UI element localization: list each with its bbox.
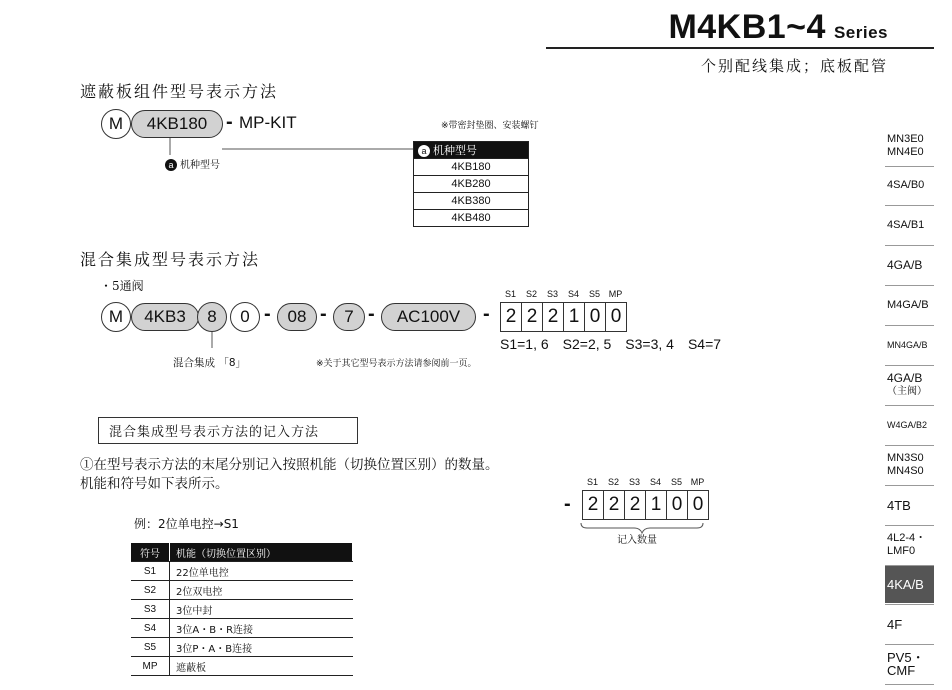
- digit-boxes: [500, 302, 627, 332]
- digit: 2: [625, 491, 646, 519]
- model-row: 4KB480: [414, 210, 529, 227]
- sidebar-item-4sab1[interactable]: 4SA/B1: [887, 218, 925, 231]
- code-kit: MP-KIT: [239, 113, 297, 132]
- code-dash: -: [320, 303, 327, 325]
- digit: 2: [522, 303, 543, 331]
- digit-boxes: [582, 490, 709, 520]
- s-mapping: S1=1, 6 S2=2, 5 S3=3, 4 S4=7: [500, 336, 722, 352]
- section1-note: ※带密封垫圈、安装螺钉: [441, 121, 539, 131]
- sidebar-item-mn3s0[interactable]: MN3S0 MN4S0: [887, 452, 924, 477]
- label-a: a 机种型号: [165, 156, 220, 171]
- sidebar-item-mn3e0[interactable]: MN3E0 MN4E0: [887, 133, 924, 158]
- section2-note: ※关于其它型号表示方法请参阅前一页。: [316, 359, 477, 369]
- section2-title: 混合集成型号表示方法: [80, 250, 261, 269]
- series-label: Series: [833, 23, 888, 42]
- sidebar-item-w4gab2[interactable]: W4GA/B2: [887, 419, 928, 430]
- code-dash: -: [264, 303, 271, 325]
- table-row: S4 3位A・B・R连接: [131, 619, 353, 638]
- s-labels: S1 S2 S3 S4 S5 MP: [586, 477, 705, 487]
- table-header-cell: 机能（切换位置区别）: [170, 543, 353, 562]
- example-label: 例：2位单电控→S1: [134, 517, 239, 531]
- table-row: S1 22位单电控: [131, 562, 353, 581]
- code-model: 4KB180: [131, 110, 223, 138]
- sidebar-item-pv5[interactable]: PV5・ CMF: [887, 650, 925, 678]
- table-row: S2 2位双电控: [131, 581, 353, 600]
- table-row: S3 3位中封: [131, 600, 353, 619]
- sidebar-item-4sab0[interactable]: 4SA/B0: [887, 178, 925, 191]
- code-m: M: [101, 302, 131, 332]
- code-voltage: AC100V: [381, 303, 476, 331]
- badge-a: a: [165, 159, 177, 171]
- s-labels: S1 S2 S3 S4 S5 MP: [504, 289, 623, 299]
- code-port: 08: [277, 303, 317, 331]
- sidebar-item-4f[interactable]: 4F: [887, 616, 903, 632]
- sidebar-item-4l2[interactable]: 4L2-4・ LMF0: [887, 532, 927, 557]
- sidebar-item-4kab[interactable]: 4KA/B: [885, 566, 934, 603]
- para-2: 机能和符号如下表所示。: [80, 476, 229, 492]
- code-option: 7: [333, 303, 365, 331]
- section3-box-title: 混合集成型号表示方法的记入方法: [98, 417, 358, 444]
- code-dash: -: [368, 303, 375, 325]
- digit: 0: [692, 494, 704, 515]
- digit: 2: [501, 303, 522, 331]
- digit: 2: [543, 303, 564, 331]
- sidebar-item-4gab-main[interactable]: 4GA/B （主阀）: [887, 371, 927, 397]
- digit: 2: [604, 491, 625, 519]
- digit: 0: [585, 303, 606, 331]
- model-row: 4KB180: [414, 159, 529, 176]
- code-dash: -: [226, 111, 233, 133]
- sidebar-item-4tb[interactable]: 4TB: [887, 497, 911, 513]
- code-dash: -: [564, 493, 571, 515]
- section2-subtitle: ・5通阀: [100, 279, 144, 293]
- code-zero: 0: [230, 302, 260, 332]
- model-row: 4KB280: [414, 176, 529, 193]
- model-table-header: a 机种型号: [414, 142, 529, 159]
- label-mix: 混合集成 「8」: [173, 357, 247, 369]
- sidebar-item-m4gab[interactable]: M4GA/B: [887, 298, 929, 311]
- model-table: [413, 141, 529, 227]
- table-header-cell: 符号: [131, 543, 170, 562]
- para-1: ①在型号表示方法的末尾分别记入按照机能（切换位置区别）的数量。: [80, 457, 499, 473]
- digit: 0: [610, 306, 622, 327]
- digit: 1: [646, 491, 667, 519]
- digit: 1: [564, 303, 585, 331]
- code-eight: 8: [197, 302, 227, 332]
- count-label: 记入数量: [617, 535, 657, 546]
- code-model: 4KB3: [131, 303, 199, 331]
- section1-title: 遮蔽板组件型号表示方法: [80, 82, 279, 101]
- page-subtitle: 个别配线集成；底板配管: [700, 57, 888, 75]
- table-row: MP 遮蔽板: [131, 657, 353, 676]
- function-table: [131, 543, 353, 676]
- model-row: 4KB380: [414, 193, 529, 210]
- sidebar-item-mn4gab[interactable]: MN4GA/B: [887, 339, 928, 350]
- code-dash: -: [483, 303, 490, 325]
- digit: 2: [583, 491, 604, 519]
- page-title: M4KB1~4 Series: [668, 8, 888, 46]
- digit: 0: [667, 491, 688, 519]
- sidebar-nav: [885, 0, 934, 690]
- sidebar-item-4gab[interactable]: 4GA/B: [887, 257, 923, 272]
- code-m: M: [101, 109, 131, 139]
- table-row: S5 3位P・A・B连接: [131, 638, 353, 657]
